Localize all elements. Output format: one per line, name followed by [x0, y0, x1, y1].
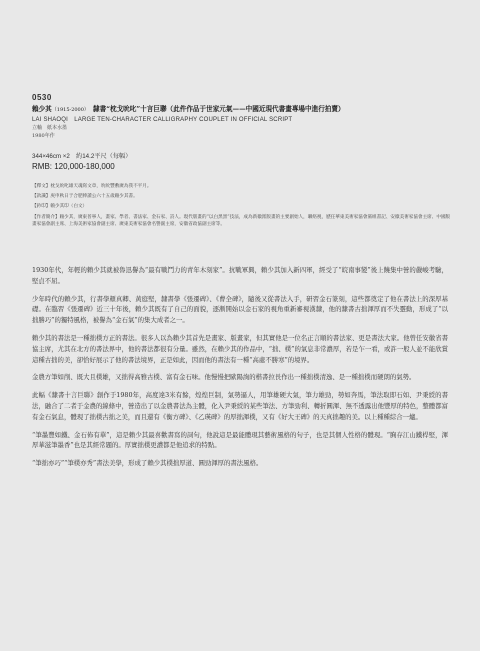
lot-dimensions: 344×46cm ×2 約14.2平尺（每幅） [32, 153, 132, 160]
essay-paragraph: “筆拙亦巧”“筆樸亦秀”書法美學，形成了賴少其樸拙厚道、圓勁渾厚的書法風格。 [32, 459, 263, 468]
essay-paragraph: 少年時代的賴少其，行書學顏真卿、黃庭堅，隸書學《張遷碑》、《曹全碑》，隨後又從書法入手，研習金石篆刻，這些都奠定了他在書法上的深厚基礎。在臨習《張遷碑》近三十年後，賴少其既有了自己的面貌，逐漸開始以金石家的視角重新審視漢隸，他的隸書古拙渾厚而不失靈動，形成了“以拙勝巧”的獨特風格，被譽為“金石氣”的集大成者之一。 [32, 294, 448, 325]
signature-note: 【款識】庚申秋日于合肥捧讀公六十五歲賴少其書。 [32, 194, 138, 200]
essay-paragraph: 1930年代，年輕的賴少其就被魯迅譽為“最有戰鬥力的青年木刻家”。抗戰軍興，賴少其加入新四軍，經受了“皖南事變”後上饒集中營的嚴峻考驗，堅貞不屈。 [32, 266, 448, 285]
essay-paragraph: “筆墨豐如鐵、金石佈有華”，這是賴少其最喜歡書寫的詞句，他說這是最能體現其藝術風格的句子，也是其個人性格的體現。“胸存江山鐵桿堅，渾厚華滋筆墨香”也是其經常題的。厚實拙樸更濃都是他追求的特點。 [32, 430, 448, 450]
artist-dates: （1915-2000） [51, 107, 87, 113]
work-title: 隸書“枕戈吮叱”十言巨聯（此件作品于世家元氣——中國近現代書畫專場中進行拍賣） [86, 105, 345, 113]
essay-paragraph: 賴少其的書法是一種拙樸方正的書法。很多人以為賴少其首先是畫家、版畫家，但其實他是一位名正言順的書法家、更是書法大家。他曾任安徽省書協主席，尤其在北方的書法界中，他的書法都很有分量。雖然，在賴少其的作品中，“拙、樸”的氣息非常濃厚，若是乍一看，或許一般人並不能欣賞這種古拙的美，卻恰好展示了他的書法境界，正是如此，因而他的書法有一種“高處不勝寒”的境界。 [32, 333, 448, 364]
artist-bio-note: 【作者簡介】賴少其，廣東普寧人，畫家、學者、書法家、金石家、詩人。現代版畫的“以白黑黑”技法，成為新徽派版畫的主要創始人，聯絡視，歷任華東美術家協會黨組書記、安徽美術家協會主席、中國版畫家協會副主席、上海美術家協會副主席、廣東美術家協會名譽副主席，安徽省政協副主席等。 [32, 214, 451, 227]
essay-paragraph: 此幅《隸書十言巨聯》創作于1980年，高度達3米有餘，煌煌巨制，氣勢逼人，用筆雄硬大氣，筆力雄勁，勢如奔馬，筆法取即石如、尹秉綬的書法，融合了二者于金農的線條中，營造出了以金農書法為主體，化入尹秉綬的某些筆法、方筆勁利、轉折圓渾、無不透露出他豐厚的特色，整體都富有金石氣息，體現了拙樸古拙之美，而且還有《衡方碑》、《乙瑛碑》的厚拙渾樸，又有《好大王碑》的天真拙趣的美。以上種種綜合一爐。 [32, 391, 448, 421]
lot-notes [32, 183, 452, 231]
essay [32, 265, 448, 476]
lot-medium: 立軸 紙本水墨 [32, 125, 68, 131]
lot-title-chinese [32, 103, 462, 113]
seal-note: 【鈐印】賴少其印（白文） [32, 204, 88, 210]
inscription-note: 【釋文】枕戈吮叱雄天魂寫文章，吮吮豐敷廣為我不平月。 [32, 184, 152, 189]
essay-paragraph: 金農方筆如削、既大且樸雄，又拙得高雅古樸、富有金石味。他慢慢把歐陽詢的楷書拉長作出一種拙樸清逸、是一種拙樸而硬朗的氣勢。 [32, 373, 416, 382]
lot-title-english: LAI SHAOQI LARGE TEN-CHARACTER CALLIGRAPHY COUPLET IN OFFICIAL SCRIPT [32, 117, 293, 123]
lot-year: 1980年作 [32, 133, 55, 139]
lot-number: 0530 [32, 93, 52, 102]
lot-estimate: RMB: 120,000-180,000 [32, 162, 115, 171]
artist-name: 賴少其 [32, 105, 52, 113]
